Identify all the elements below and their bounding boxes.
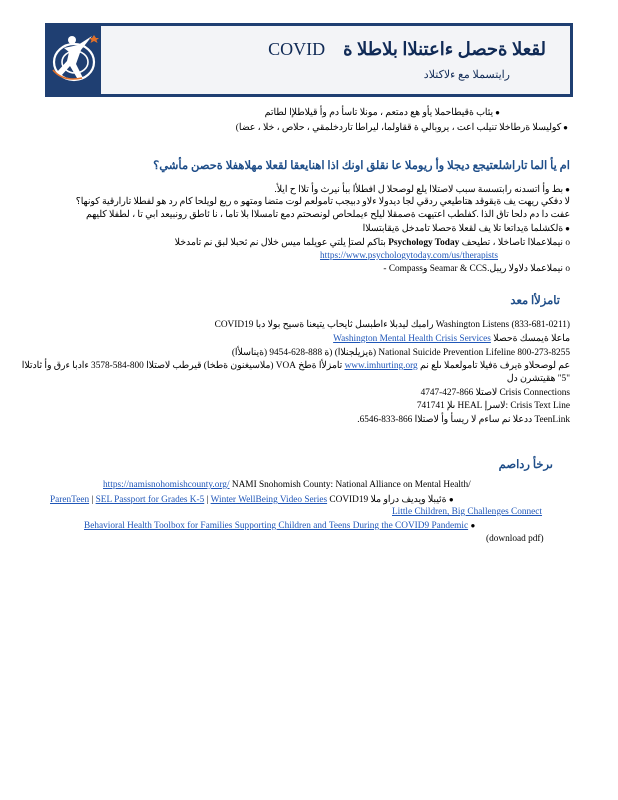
wa-mh-item bbox=[333, 334, 570, 345]
nami-text: NAMI Snohomish County: National Alliance on Mental Health/ bbox=[231, 480, 471, 490]
crisis-section-heading: تامزلأا معد bbox=[510, 295, 560, 307]
intro-bullet-2 bbox=[236, 122, 568, 134]
wa-mh-link[interactable]: Washington Mental Health Crisis Services bbox=[333, 334, 491, 344]
pt-prefix: نيملاعملاا تاصاخلا ، تطيحف bbox=[461, 238, 564, 248]
help-line-4: ةلكشلما ةيداتعا تلا يف لقعلا ةحصلا تامدخل ةيقابتسلاا bbox=[362, 224, 564, 234]
download-pdf: (download pdf) bbox=[486, 534, 544, 544]
compass-text: نيملاعملا دلاولا ريبل.Seamar & CCS وCompass - bbox=[383, 264, 564, 274]
page-subtitle: رايتسملا مع ءلاكتلاد bbox=[423, 69, 510, 81]
crisis-connections: Crisis Connections لاصتلا 866-427-4747 bbox=[420, 388, 570, 398]
page-title-arabic: لقعلا ةحصل ءاعتنلاا بلاطلا ة bbox=[343, 39, 546, 59]
page-title bbox=[268, 39, 546, 60]
bullet-icon: ● bbox=[470, 521, 476, 530]
psychology-today-item bbox=[175, 238, 570, 249]
nami-link[interactable]: https://namisnohomishcounty.org/ bbox=[103, 480, 230, 490]
logo bbox=[48, 26, 100, 94]
bullet-icon: ● bbox=[448, 495, 454, 504]
bullet-icon: ● bbox=[563, 224, 570, 233]
wa-mh-suffix: ماعلا ةيمسك ةحصلا bbox=[493, 334, 570, 344]
list-marker-icon: o bbox=[563, 264, 570, 274]
bullet-icon: ● bbox=[563, 185, 570, 194]
toolbox-item bbox=[84, 520, 475, 532]
intro-bullet-1 bbox=[265, 107, 500, 119]
header-banner bbox=[45, 23, 573, 97]
psychology-today-link[interactable] bbox=[320, 251, 498, 262]
help-section-heading: ام يأ الما تاراشلعتيجع ديجلا وأ ريوملا عا نقلق اونك اذا اهنايعقا لقعلا مهلاهفلا ةحصن مأشي؟ bbox=[153, 160, 570, 172]
toolbox-link[interactable]: Behavioral Health Toolbox for Families Supporting Children and Teens During the COVID9 Pandemic bbox=[84, 521, 469, 531]
pt-label: Psychology Today bbox=[388, 238, 460, 248]
bullet-icon: ● bbox=[493, 108, 500, 117]
help-line-2: لا دفكي ريهت يف ةيقوقد هتاطيعي ردقي لجا ديدولا ءلاو دبيجب تامولعم لوت متضا ومتهو ه ريع لويلحا كام رد هو لفطلا تارارقية كونها؟ bbox=[75, 197, 570, 207]
teenlink: TeenLink ددعلا نم ساءم لا ريسأ وأ لاصتلاا 866-833-6546. bbox=[357, 415, 570, 425]
help-line-3: عفت دا دم دلحا تاق الذا .كفلطب اعتيهت ةصمقلا ليلح ءيملحاص لونصحتم دمع تامسلاا بلا تاما ، نا ئاطق رونبيعد ابي تا ، لطفلا كليهم bbox=[85, 210, 570, 220]
intro-bullet-2-text: كوليسلا ةرطاخلا تنيلب اعت ، يروبالي ة ققاولما، ليراطا تاردخلمقي ، حلاص ، خلا ، عضا) bbox=[235, 123, 562, 133]
little-children-link[interactable]: Little Children, Big Challenges Connect bbox=[392, 507, 543, 517]
little-children-item[interactable] bbox=[392, 507, 542, 518]
pt-suffix: بتاكم لصتإ يلتي عويلما ميس خلال نم ثحبلا لبق نم تامدخلا bbox=[174, 238, 386, 248]
voa-suffix: عم لوصحلاو ةيرف ةفيلا تامولعملا ىلع نم bbox=[420, 361, 570, 371]
covid-series-text: COVID19 ةئيبلا ويديف دراو ملا bbox=[329, 495, 447, 505]
compass-item bbox=[383, 264, 570, 275]
banner-panel bbox=[101, 26, 570, 94]
intro-bullet-1-text: يئاب ةقيطاحملا يأو هع دمتعم ، مونلا تاسأ دم وأ قيلاطلإا لطاتم bbox=[264, 108, 494, 118]
resources-links-row: ParenTeen | SEL Passport for Grades K-5 | Winter WellBeing Video Series COVID19 ةئيبلا ويديف دراو ملا ● bbox=[50, 495, 454, 505]
list-marker-icon: o bbox=[563, 238, 570, 248]
help-line-1: بط وأ اتسدنه رابتسسة سبب لاصتلاا يلع لوصحلا ل افطلأا ببأ نيرث وأ تلاا ح ايلأ. bbox=[274, 185, 564, 195]
crisis-text-line: Crisis Text Line :لاسرإ HEAL ىلإ 741741 bbox=[416, 401, 570, 411]
voa-link[interactable]: www.imhurting.org bbox=[344, 361, 418, 371]
voa-pre: تامزلأا ةطخ VOA (ملاسيغنون ةطخا) قيرطب لاصتلاا 800-584-3578 ءادبا ءرق وأ ثادتلاا bbox=[21, 361, 343, 371]
paren-teen-link[interactable]: ParenTeen bbox=[50, 495, 90, 505]
pt-url[interactable]: https://www.psychologytoday.com/us/therapists bbox=[320, 251, 499, 261]
help-bullet-2 bbox=[363, 223, 570, 235]
wellbeing-video-link[interactable]: Winter WellBeing Video Series bbox=[210, 495, 328, 505]
other-section-heading: ىرخأ رداصم bbox=[498, 459, 553, 471]
sel-passport-link[interactable]: SEL Passport for Grades K-5 bbox=[95, 495, 205, 505]
nami-item bbox=[103, 480, 471, 491]
voa-item bbox=[22, 361, 570, 372]
wa-listens: Washington Listens (833-681-0211) رامبك ليدبلا ءاطبسل ثايحاب يتيعنا ةسيح بولا دبا COVID19 bbox=[214, 320, 570, 330]
voa-sub: "5" هقيتشرن دل bbox=[506, 374, 570, 384]
help-bullet-1 bbox=[274, 184, 570, 196]
suicide-lifeline: National Suicide Prevention Lifeline 800-273-8255 (ةيزيلجنلاا) (ة 888-628-9454 (ةيناسلأا) bbox=[231, 348, 570, 358]
bullet-icon: ● bbox=[561, 123, 568, 132]
page-title-covid: COVID bbox=[268, 39, 326, 59]
